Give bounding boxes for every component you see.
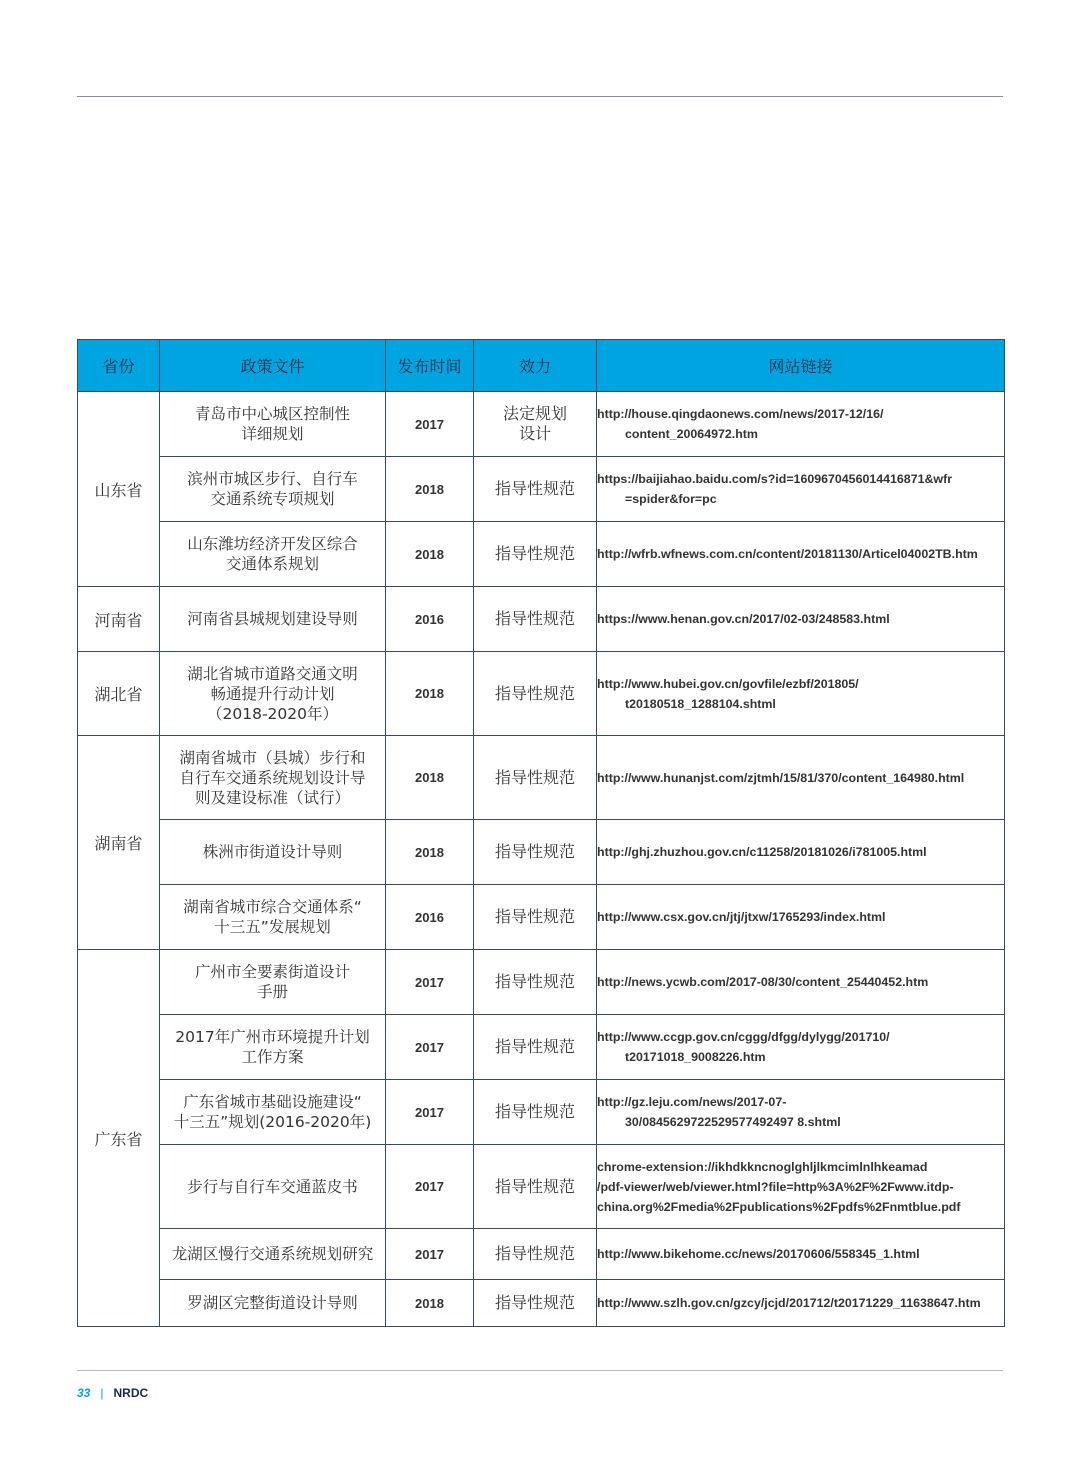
header-release-date: 发布时间 bbox=[386, 340, 474, 392]
top-divider bbox=[77, 96, 1003, 97]
effect-cell: 指导性规范 bbox=[474, 1015, 597, 1080]
effect-cell: 指导性规范 bbox=[474, 1229, 597, 1280]
policy-doc-cell: 广州市全要素街道设计 手册 bbox=[160, 950, 386, 1015]
table-row bbox=[78, 1015, 1005, 1080]
footer-separator: | bbox=[100, 1386, 104, 1400]
effect-cell: 指导性规范 bbox=[474, 522, 597, 587]
bottom-divider bbox=[77, 1370, 1003, 1371]
policy-doc-cell: 株洲市街道设计导则 bbox=[160, 820, 386, 885]
effect-cell: 指导性规范 bbox=[474, 950, 597, 1015]
page-number: 33 bbox=[77, 1386, 91, 1400]
url-link[interactable]: http://house.qingdaonews.com/news/2017-12/16/ content_20064972.htm bbox=[597, 392, 1005, 457]
year-cell: 2017 bbox=[386, 1229, 474, 1280]
url-link[interactable]: http://www.ccgp.gov.cn/cggg/dfgg/dylygg/201710/ t20171018_9008226.htm bbox=[597, 1015, 1005, 1080]
policy-doc-cell: 山东潍坊经济开发区综合 交通体系规划 bbox=[160, 522, 386, 587]
url-link[interactable]: chrome-extension://ikhdkkncnoglghljlkmcimlnlhkeamad /pdf-viewer/web/viewer.html?file=http%3A%2F%2Fwww.itdp- china.org%2Fmedia%2Fpublications%2Fpdfs%2Fnmtblue.pdf bbox=[597, 1145, 1005, 1229]
table-row bbox=[78, 950, 1005, 1015]
effect-cell: 指导性规范 bbox=[474, 1145, 597, 1229]
table-row bbox=[78, 1145, 1005, 1229]
url-link[interactable]: https://www.henan.gov.cn/2017/02-03/248583.html bbox=[597, 587, 1005, 652]
header-effect: 效力 bbox=[474, 340, 597, 392]
year-cell: 2017 bbox=[386, 1015, 474, 1080]
url-link[interactable]: http://gz.leju.com/news/2017-07- 30/0845629722529577492497 8.shtml bbox=[597, 1080, 1005, 1145]
policy-doc-cell: 滨州市城区步行、自行车 交通系统专项规划 bbox=[160, 457, 386, 522]
policy-doc-cell: 罗湖区完整街道设计导则 bbox=[160, 1280, 386, 1327]
effect-cell: 指导性规范 bbox=[474, 457, 597, 522]
year-cell: 2016 bbox=[386, 885, 474, 950]
url-link[interactable]: http://www.hubei.gov.cn/govfile/ezbf/201805/ t20180518_1288104.shtml bbox=[597, 652, 1005, 736]
table-row bbox=[78, 1280, 1005, 1327]
policy-doc-cell: 湖南省城市（县城）步行和 自行车交通系统规划设计导 则及建设标准（试行） bbox=[160, 736, 386, 820]
table-row bbox=[78, 736, 1005, 820]
policy-doc-cell: 湖北省城市道路交通文明 畅通提升行动计划 （2018-2020年） bbox=[160, 652, 386, 736]
policy-doc-cell: 2017年广州市环境提升计划 工作方案 bbox=[160, 1015, 386, 1080]
url-link[interactable]: http://www.szlh.gov.cn/gzcy/jcjd/201712/t20171229_11638647.htm bbox=[597, 1280, 1005, 1327]
url-link[interactable]: http://www.csx.gov.cn/jtj/jtxw/1765293/index.html bbox=[597, 885, 1005, 950]
province-cell: 山东省 bbox=[78, 392, 160, 587]
effect-cell: 指导性规范 bbox=[474, 587, 597, 652]
page-footer bbox=[77, 1386, 148, 1400]
policy-table bbox=[77, 339, 1005, 1327]
province-cell: 河南省 bbox=[78, 587, 160, 652]
effect-cell: 指导性规范 bbox=[474, 736, 597, 820]
year-cell: 2017 bbox=[386, 1145, 474, 1229]
year-cell: 2018 bbox=[386, 736, 474, 820]
year-cell: 2017 bbox=[386, 1080, 474, 1145]
table-header-row bbox=[78, 340, 1005, 392]
effect-cell: 指导性规范 bbox=[474, 652, 597, 736]
policy-doc-cell: 龙湖区慢行交通系统规划研究 bbox=[160, 1229, 386, 1280]
year-cell: 2018 bbox=[386, 652, 474, 736]
year-cell: 2016 bbox=[386, 587, 474, 652]
province-cell: 湖南省 bbox=[78, 736, 160, 950]
table-row bbox=[78, 885, 1005, 950]
url-link[interactable]: http://wfrb.wfnews.com.cn/content/20181130/Articel04002TB.htm bbox=[597, 522, 1005, 587]
effect-cell: 指导性规范 bbox=[474, 1280, 597, 1327]
org-name: NRDC bbox=[113, 1386, 149, 1400]
year-cell: 2018 bbox=[386, 522, 474, 587]
url-link[interactable]: http://news.ycwb.com/2017-08/30/content_25440452.htm bbox=[597, 950, 1005, 1015]
province-cell: 广东省 bbox=[78, 950, 160, 1327]
province-cell: 湖北省 bbox=[78, 652, 160, 736]
year-cell: 2018 bbox=[386, 820, 474, 885]
url-link[interactable]: http://ghj.zhuzhou.gov.cn/c11258/20181026/i781005.html bbox=[597, 820, 1005, 885]
table-row bbox=[78, 1229, 1005, 1280]
table-row bbox=[78, 587, 1005, 652]
url-link[interactable]: http://www.hunanjst.com/zjtmh/15/81/370/content_164980.html bbox=[597, 736, 1005, 820]
year-cell: 2017 bbox=[386, 392, 474, 457]
table-row bbox=[78, 820, 1005, 885]
header-policy-document: 政策文件 bbox=[160, 340, 386, 392]
year-cell: 2018 bbox=[386, 1280, 474, 1327]
effect-cell: 指导性规范 bbox=[474, 885, 597, 950]
year-cell: 2018 bbox=[386, 457, 474, 522]
table-row bbox=[78, 457, 1005, 522]
effect-cell: 法定规划 设计 bbox=[474, 392, 597, 457]
table-row bbox=[78, 522, 1005, 587]
header-province: 省份 bbox=[78, 340, 160, 392]
effect-cell: 指导性规范 bbox=[474, 820, 597, 885]
header-website-link: 网站链接 bbox=[597, 340, 1005, 392]
policy-doc-cell: 广东省城市基础设施建设“ 十三五”规划(2016-2020年) bbox=[160, 1080, 386, 1145]
table-row bbox=[78, 652, 1005, 736]
policy-doc-cell: 步行与自行车交通蓝皮书 bbox=[160, 1145, 386, 1229]
year-cell: 2017 bbox=[386, 950, 474, 1015]
policy-doc-cell: 湖南省城市综合交通体系“ 十三五”发展规划 bbox=[160, 885, 386, 950]
effect-cell: 指导性规范 bbox=[474, 1080, 597, 1145]
url-link[interactable]: https://baijiahao.baidu.com/s?id=1609670456014416871&wfr =spider&for=pc bbox=[597, 457, 1005, 522]
table-row bbox=[78, 1080, 1005, 1145]
table-row bbox=[78, 392, 1005, 457]
url-link[interactable]: http://www.bikehome.cc/news/20170606/558345_1.html bbox=[597, 1229, 1005, 1280]
policy-doc-cell: 河南省县城规划建设导则 bbox=[160, 587, 386, 652]
policy-doc-cell: 青岛市中心城区控制性 详细规划 bbox=[160, 392, 386, 457]
